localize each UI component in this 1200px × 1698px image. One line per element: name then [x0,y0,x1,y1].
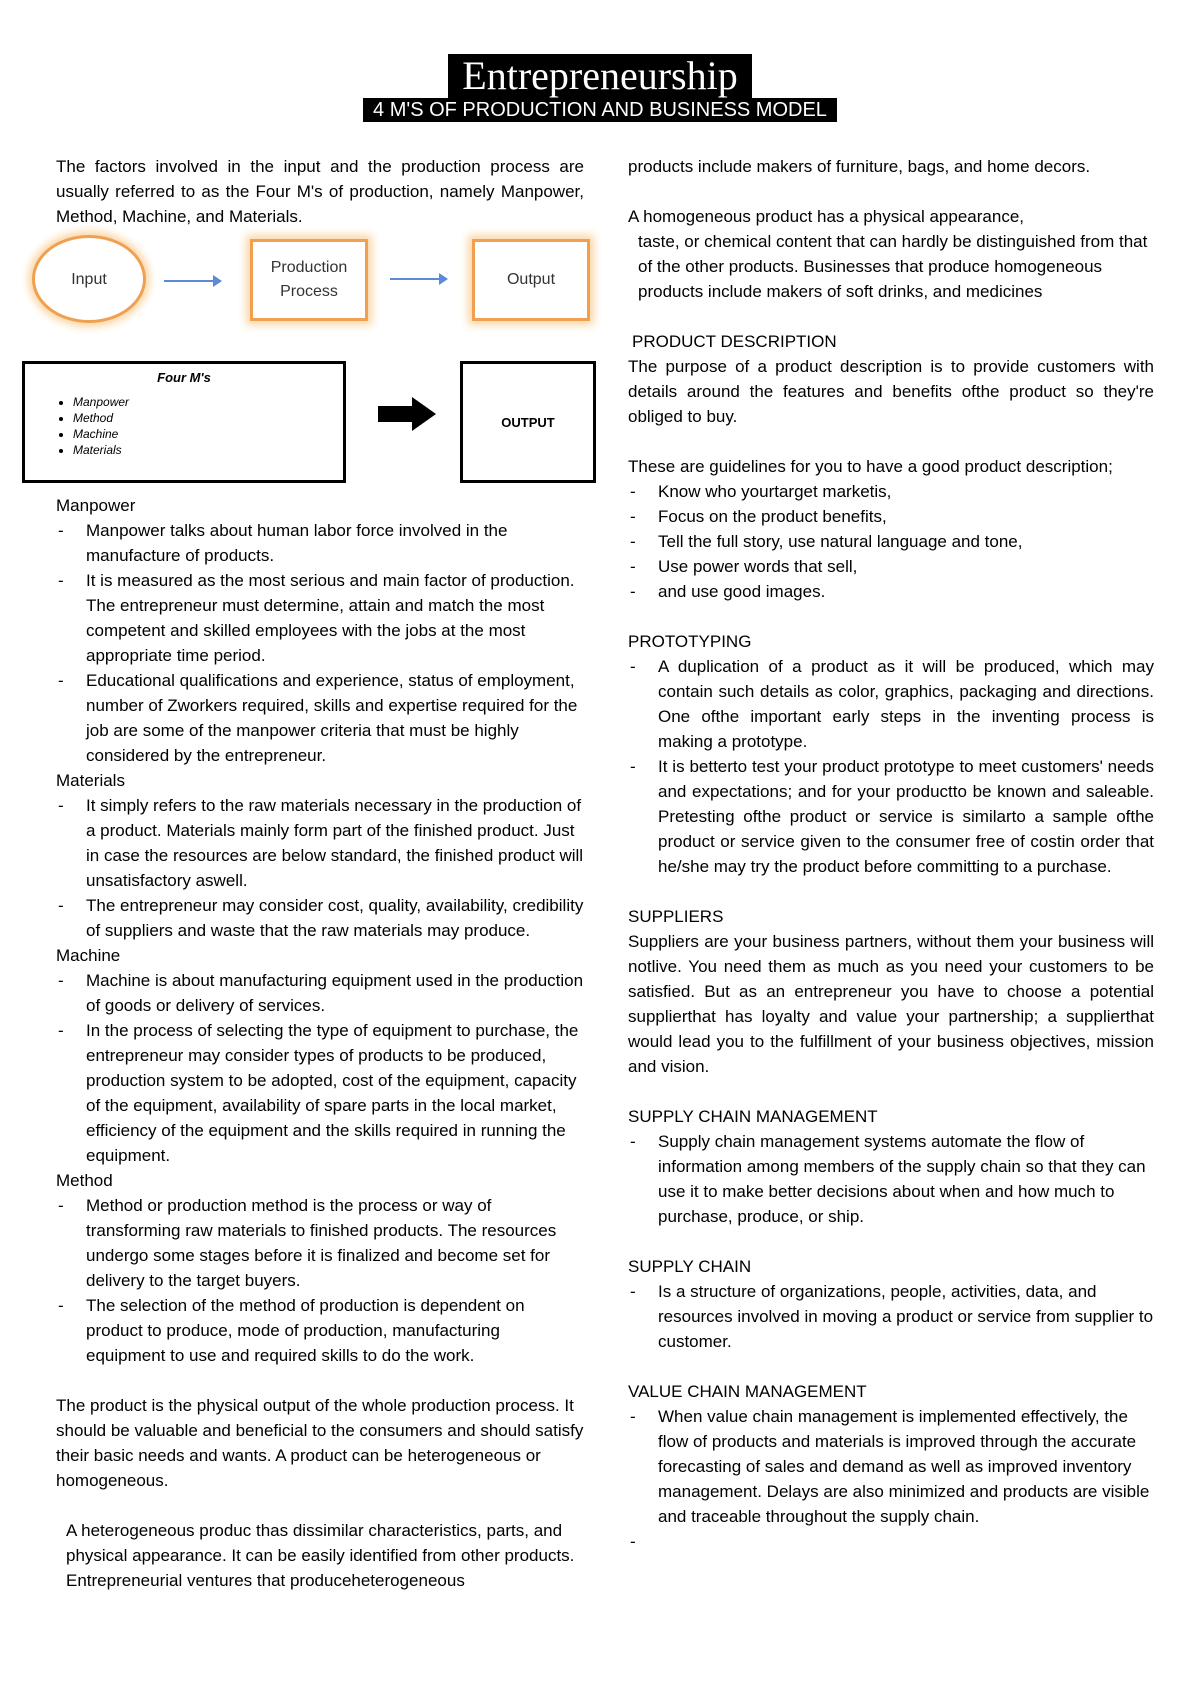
arrow-right-icon [164,280,220,282]
method-heading: Method [56,1171,113,1190]
product-description-text: The purpose of a product description is to provide customers with details around the features and benefits ofthe product so they're obliged to buy. [628,357,1154,426]
four-ms-title: Four M's [157,370,211,385]
list-item: - Is a structure of organizations, people, activities, data, and resources involved in moving a product or service from supplier to customer. [628,1279,1154,1354]
scm-heading: SUPPLY CHAIN MANAGEMENT [628,1107,878,1126]
machine-list [56,968,584,1168]
four-ms-diagram [56,361,584,493]
page-title: Entrepreneurship [448,54,751,98]
list-item: - It is betterto test your product prototype to meet customers' needs and expectations; and for your productto be known and saleable. Pretesting ofthe product or service is similarto a sample ofthe product or service given to the consumer free of costin order that he/she may try the product before committing to a purchase. [628,754,1154,879]
intro-paragraph: The factors involved in the input and the production process are usually referred to as the Four M's of production, namely Manpower, Method, Machine, and Materials. [56,157,584,226]
left-column [56,154,584,1593]
input-process-output-diagram [56,235,584,353]
suppliers-heading: SUPPLIERS [628,907,724,926]
list-item: - and use good images. [628,579,1154,604]
guidelines-intro: These are guidelines for you to have a good product description; [628,457,1113,476]
guidelines-list [628,479,1154,604]
list-item: - Supply chain management systems automate the flow of information among members of the supply chain so that they can use it to make better decisions about when and how much to purchase, produce, or ship. [628,1129,1154,1229]
heterogeneous-paragraph: A heterogeneous produc thas dissimilar characteristics, parts, and physical appearance. It can be easily identified from other products. Entrepreneurial ventures that produceheterogeneous [66,1521,575,1590]
four-ms-item: • Materials [73,442,343,458]
product-description-heading: PRODUCT DESCRIPTION [632,332,837,351]
four-ms-list [53,394,343,458]
continuation-paragraph: products include makers of furniture, bags, and home decors. [628,157,1091,176]
process-label-line2: Process [280,283,338,300]
scm-list [628,1129,1154,1229]
list-item: - In the process of selecting the type of equipment to purchase, the entrepreneur may consider types of products to be produced, production system to be adopted, cost of the equipment, capacity of the equipment, availability of spare parts in the local market, efficiency of the equipment and the skills required in running the equipment. [56,1018,584,1168]
homogeneous-first-line: A homogeneous product has a physical appearance, [628,207,1024,226]
right-column [628,154,1154,1554]
list-item: - A duplication of a product as it will be produced, which may contain such details as color, graphics, packaging and directions. One ofthe important early steps in the inventing process is making a prototype. [628,654,1154,754]
list-item: - Know who yourtarget marketis, [628,479,1154,504]
list-item: - Educational qualifications and experience, status of employment, number of Zworkers required, skills and expertise required for the job are some of the manpower criteria that must be highly considered by the entrepreneur. [56,668,584,768]
supply-chain-list [628,1279,1154,1354]
list-item: - Tell the full story, use natural language and tone, [628,529,1154,554]
list-item: - It simply refers to the raw materials necessary in the production of a product. Materials mainly form part of the finished product. Just in case the resources are below standard, the finished product will unsatisfactory aswell. [56,793,584,893]
four-ms-output-box: OUTPUT [460,361,596,483]
process-label-line1: Production [270,259,348,276]
four-ms-box [22,361,346,483]
list-item: - Use power words that sell, [628,554,1154,579]
materials-list [56,793,584,943]
list-item: - The selection of the method of production is dependent on product to produce, mode of production, manufacturing equipment to use and required skills to do the work. [56,1293,584,1368]
suppliers-text: Suppliers are your business partners, without them your business will notlive. You need them as much as you need your customers to be satisfied. But as an entrepreneur you have to choose a potential supplierthat has loyalty and value your partnership; a supplierthat would lead you to the fulfillment of your business objectives, mission and vision. [628,932,1154,1076]
arrow-right-icon [390,278,446,280]
homogeneous-paragraph: taste, or chemical content that can hardly be distinguished from that of the other products. Businesses that produce homogeneous products include makers of soft drinks, and medicines [638,232,1148,301]
list-item [628,1529,1154,1554]
list-item: - Focus on the product benefits, [628,504,1154,529]
product-paragraph: The product is the physical output of the whole production process. It should be valuable and beneficial to the consumers and should satisfy their basic needs and wants. A product can be heterogeneous or homogeneous. [56,1396,584,1490]
manpower-list [56,518,584,768]
vcm-heading: VALUE CHAIN MANAGEMENT [628,1382,867,1401]
list-item: - The entrepreneur may consider cost, quality, availability, credibility of suppliers and waste that the raw materials may produce. [56,893,584,943]
block-arrow-icon [378,397,436,431]
list-item: - It is measured as the most serious and main factor of production. The entrepreneur must determine, attain and match the most competent and skilled employees with the jobs at the most appropriate time period. [56,568,584,668]
list-item: - Manpower talks about human labor force involved in the manufacture of products. [56,518,584,568]
list-item: - Machine is about manufacturing equipment used in the production of goods or delivery of services. [56,968,584,1018]
vcm-list [628,1404,1154,1554]
method-list [56,1193,584,1368]
manpower-heading: Manpower [56,496,136,515]
title-block [0,54,1200,122]
list-item: - When value chain management is implemented effectively, the flow of products and materials is improved through the accurate forecasting of sales and demand as well as improved inventory management. Delays are also minimized and products are visible and traceable throughout the supply chain. [628,1404,1154,1529]
prototyping-heading: PROTOTYPING [628,632,752,651]
four-ms-item: • Method [73,410,343,426]
production-process-box [250,239,368,321]
materials-heading: Materials [56,771,125,790]
prototyping-list [628,654,1154,879]
supply-chain-heading: SUPPLY CHAIN [628,1257,752,1276]
four-ms-item: • Manpower [73,394,343,410]
four-ms-item: • Machine [73,426,343,442]
output-box: Output [472,239,590,321]
machine-heading: Machine [56,946,121,965]
page-subtitle: 4 M'S OF PRODUCTION AND BUSINESS MODEL [363,98,837,122]
list-item: - Method or production method is the process or way of transforming raw materials to finished products. The resources undergo some stages before it is finalized and become set for delivery to the target buyers. [56,1193,584,1293]
input-oval: Input [32,235,146,323]
